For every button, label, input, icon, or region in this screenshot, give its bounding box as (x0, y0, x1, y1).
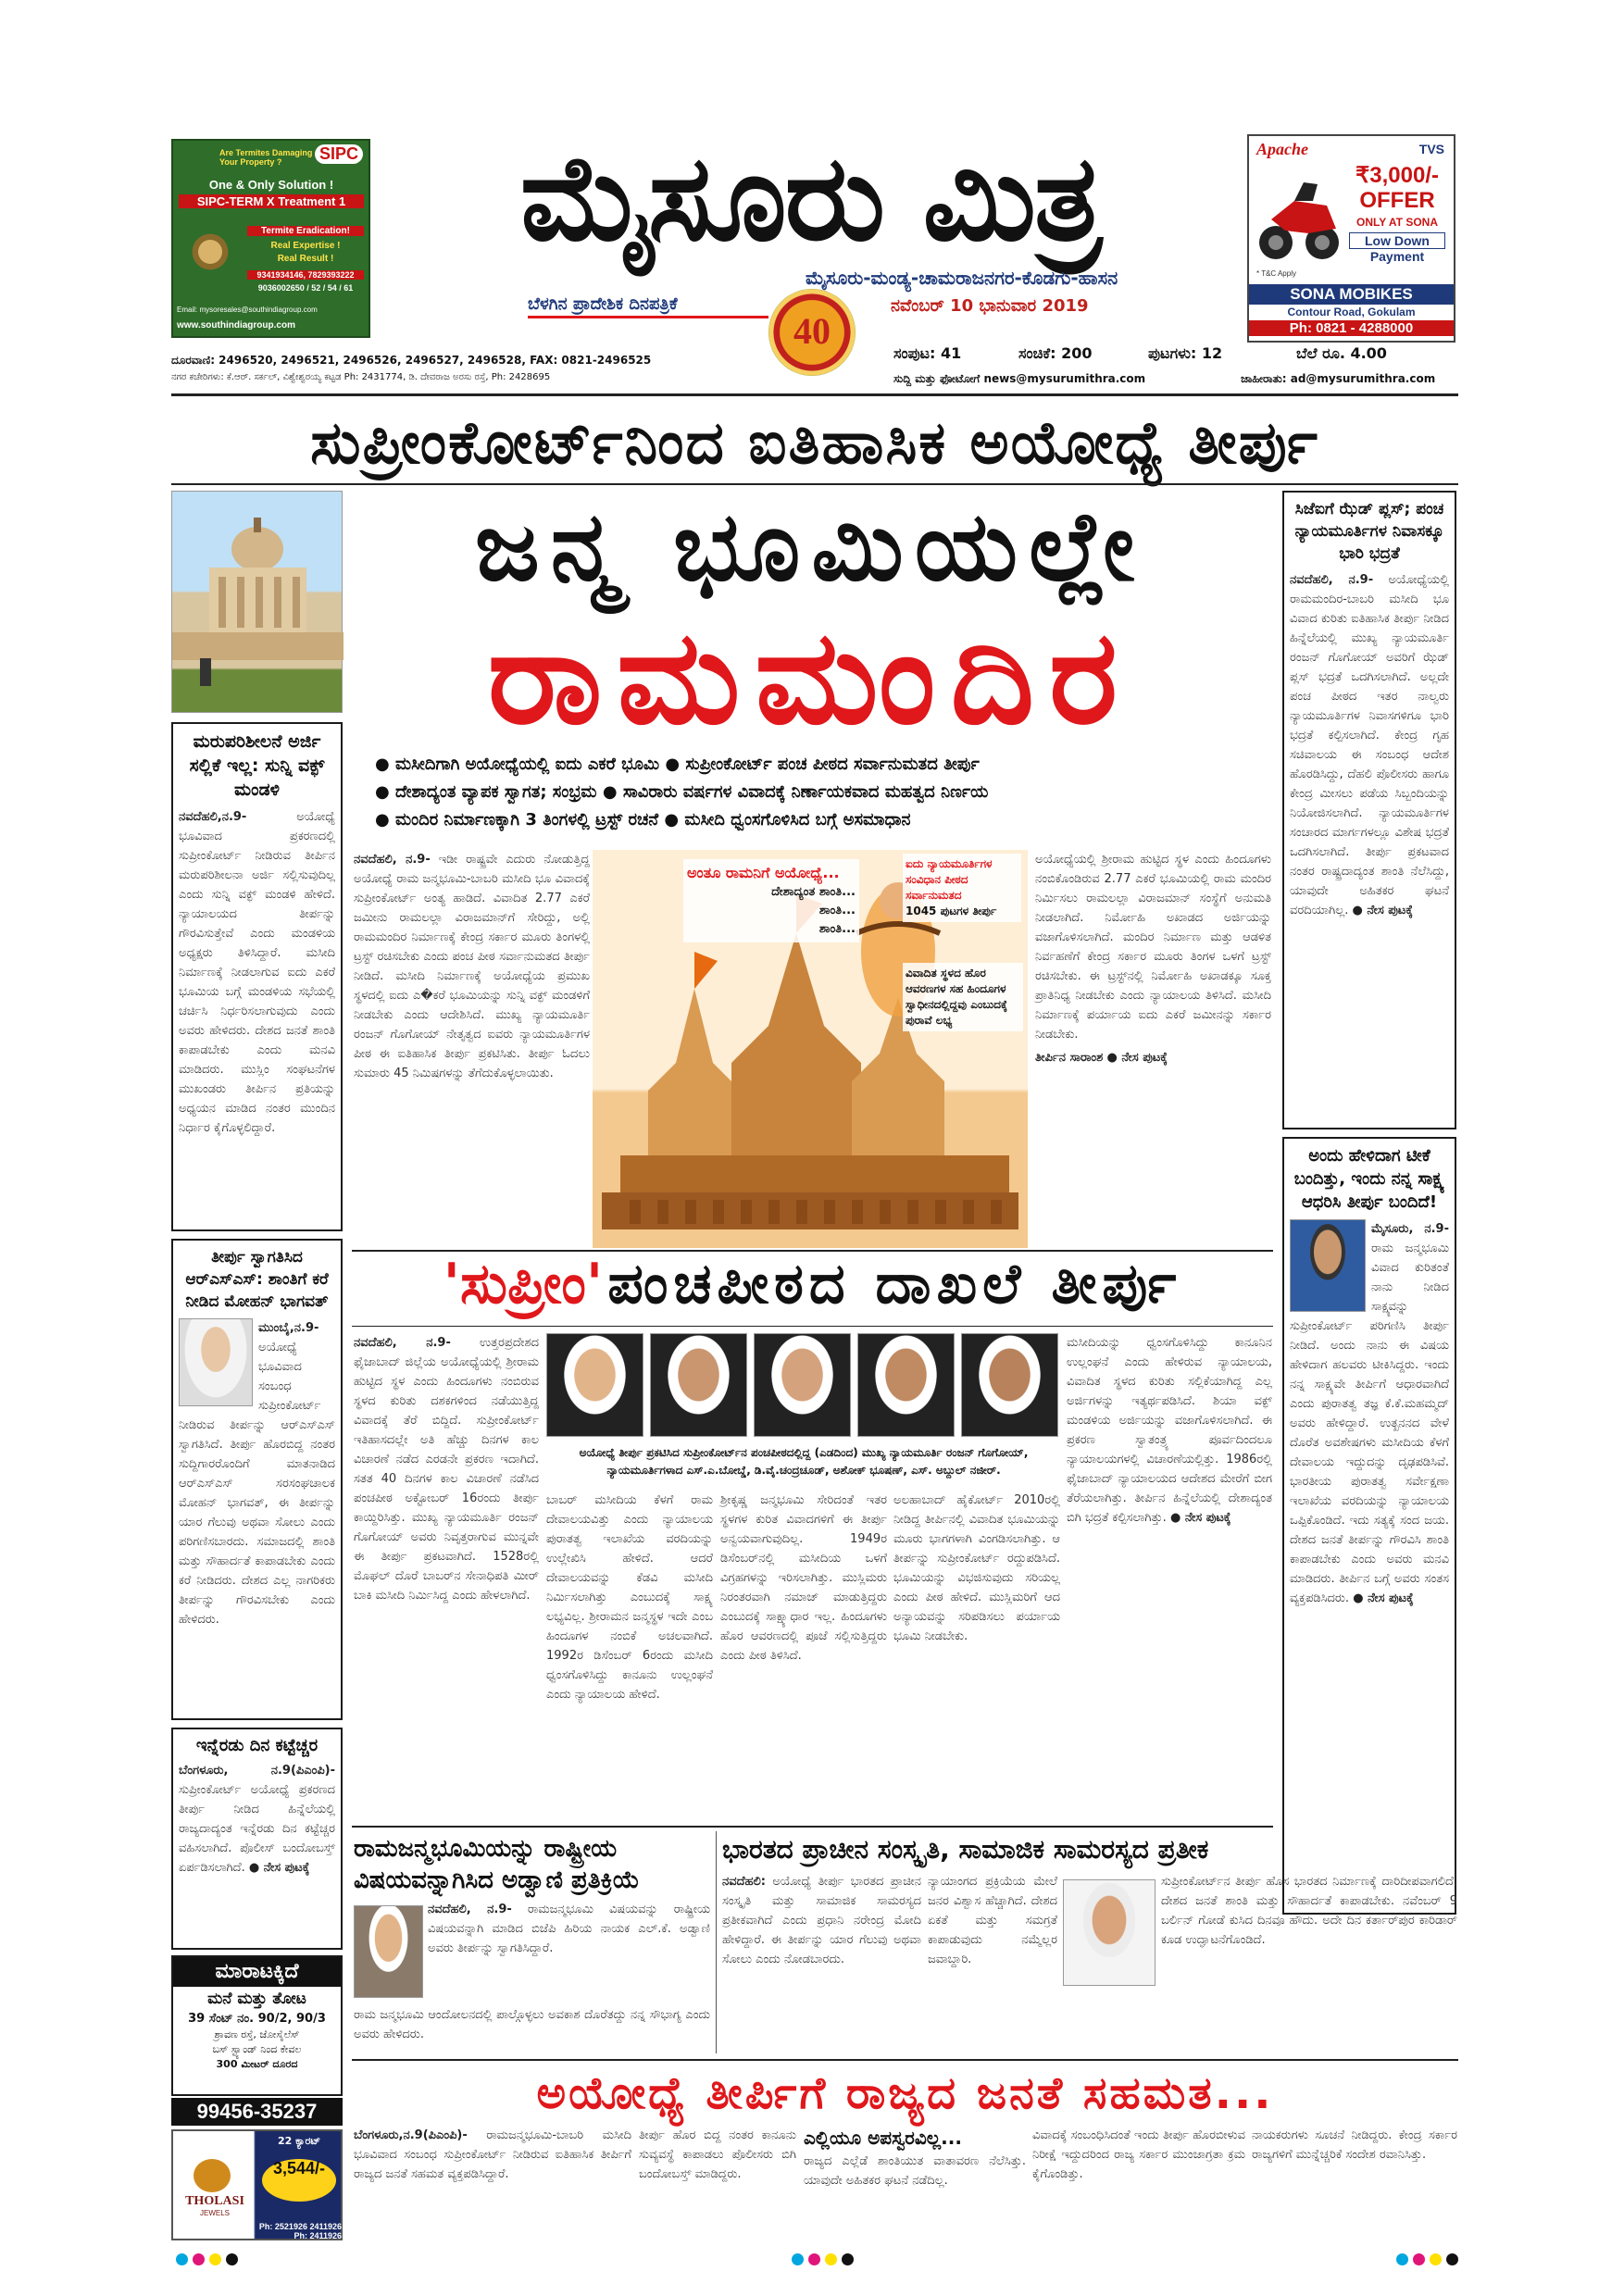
masthead-tagline: ಬೆಳಗಿನ ಪ್ರಾದೇಶಿಕ ದಿನಪತ್ರಿಕೆ (528, 294, 768, 318)
left-story-2-dateline: ಮುಂಬೈ,ನ.9- (258, 1321, 319, 1335)
masthead-ad-email: ಜಾಹೀರಾತು: ad@mysurumithra.com (1241, 372, 1436, 385)
right-story-1 (1282, 491, 1456, 1129)
registration-dot (1430, 2253, 1442, 2265)
state-body-2: ತೀರ್ಪು ಹೊರ ಬಿದ್ದ ನಂತರ ಕಾನೂನು ಸುವ್ಯವಸ್ಥೆ ಕಾಪಾಡಲು ಪೊಲೀಸರು ಬಿಗಿ ಬಂದೋಬಸ್ತ್ ಮಾಡಿದ್ದರು. (639, 2128, 796, 2181)
registration-dot (176, 2253, 188, 2265)
classified-line3: ಬಸ್ ಸ್ಟ್ಯಾಂಡ್ ನಿಂದ ಕೇವಲ (212, 2043, 302, 2055)
lead-bullets (375, 755, 1264, 838)
ad-right-tvs[interactable] (1247, 134, 1455, 343)
left-story-2 (171, 1239, 343, 1720)
inset-antu-ramanige (683, 859, 859, 942)
state-body-5: ನಾಯಕರುಗಳು ಸೂಚನೆ ನೀಡಿದ್ದರು. ಕೇಂದ್ರ ಸರ್ಕಾರ ರಾಜ್ಯಗಳಿಗೆ ಮುನ್ನೆಚ್ಚರಿಕೆ ಸಂದೇಶ ರವಾನಿಸಿತ್ತು. (1252, 2128, 1457, 2162)
bench-caption: ಅಯೋಧ್ಯೆ ತೀರ್ಪು ಪ್ರಕಟಿಸಿದ ಸುಪ್ರೀಂಕೋರ್ಟ್‌ನ ಪಂಚಪೀಠದಲ್ಲಿದ್ದ (ಎಡದಿಂದ) ಮುಖ್ಯ ನ್ಯಾಯಮೂರ್ತಿ ರಂಜನ್ ಗೊಗೋಯ್, ನ್ಯಾಯಮೂರ್ತಿಗಳಾದ ಎಸ್.ಎ.ಬೋಬ್ಡೆ, ಡಿ.ವೈ.ಚಂದ್ರಚೂಡ್, ಅಶೋಕ್ ಭೂಷಣ್, ಎಸ್. ಅಬ್ದುಲ್ ನಜೀರ್. (579, 1446, 1029, 1477)
right-story-2-headline: ಅಂದು ಹೇಳಿದಾಗ ಟೀಕೆ ಬಂದಿತ್ತು, ಇಂದು ನನ್ನ ಸಾಕ್ಷ್ಯ ಆಧರಿಸಿ ತೀರ್ಪು ಬಂದಿದೆ! (1293, 1146, 1445, 1212)
bench-headline (352, 1252, 1273, 1335)
tholasi-brand: THOLASI (185, 2194, 244, 2208)
lead-kicker: ಸುಪ್ರೀಂಕೋರ್ಟ್‌ನಿಂದ ಐತಿಹಾಸಿಕ ಅಯೋಧ್ಯೆ ತೀರ್ಪು (310, 409, 1319, 478)
right-story-2 (1282, 1137, 1456, 1915)
registration-dot (792, 2253, 804, 2265)
sipc-line6: Real Result ! (277, 254, 334, 264)
bullet-icon: ● (375, 755, 395, 774)
sipc-web: www.southindiagroup.com (177, 320, 295, 331)
tholasi-phone1: Ph: 2521926 2411926 (258, 2222, 342, 2231)
state-body-1: ಬೆಂಗಳೂರು,ನ.9(ಪಿಎಂಪಿ)- ರಾಮಜನ್ಮಭೂಮಿ-ಬಾಬರಿ ಮಸೀದಿ ಭೂವಿವಾದ ಸಂಬಂಧ ಸುಪ್ರೀಂಕೋರ್ಟ್ ನೀಡಿರುವ ಐತಿಹಾಸಿಕ ತೀರ್ಪಿಗೆ ರಾಜ್ಯದ ಜನತೆ ಸಹಮತ ವ್ಯಕ್ತಪಡಿಸಿದ್ದಾರೆ. (354, 2128, 631, 2181)
kicker-rule (171, 483, 1458, 485)
registration-dot (1413, 2253, 1425, 2265)
left-story-2-headline: ತೀರ್ಪು ಸ್ವಾಗತಿಸಿದ ಆರ್‌ಎಸ್‌ಎಸ್: ಶಾಂತಿಗೆ ಕರೆ ನೀಡಿದ ಮೋಹನ್ ಭಾಗವತ್ (185, 1248, 329, 1311)
bench-body-mid-2: ಶ್ರೀಕೃಷ್ಣ ಜನ್ಮಭೂಮಿ ಸೇರಿದಂತೆ ಇತರ ಸ್ಥಳಗಳ ಕುರಿತ ವಿವಾದಗಳಿಗೆ ಈ ತೀರ್ಪು ಅನ್ವಯವಾಗುವುದಿಲ್ಲ. 1949ರ ಡಿಸೆಂಬರ್‌ನಲ್ಲಿ ಮಸೀದಿಯ ಒಳಗೆ ವಿಗ್ರಹಗಳನ್ನು ಇರಿಸಲಾಗಿತ್ತು. ಮುಸ್ಲಿಮರು ನಿರಂತರವಾಗಿ ನಮಾಜ್ ಮಾಡುತ್ತಿದ್ದರು ಎಂಬುದಕ್ಕೆ ಸಾಕ್ಷ್ಯಾಧಾರ ಇಲ್ಲ. ಹಿಂದೂಗಳು ಹೊರ ಆವರಣದಲ್ಲಿ ಪೂಜೆ ಸಲ್ಲಿಸುತ್ತಿದ್ದರು ಎಂದು ಪೀಠ ತಿಳಿಸಿದೆ. (720, 1493, 887, 1663)
advani-modi-divider (716, 1831, 717, 2053)
sipc-line2: One & Only Solution ! (208, 178, 334, 192)
tholasi-ad[interactable] (171, 2129, 343, 2240)
left-story-1 (171, 722, 343, 1231)
left-story-1-dateline: ನವದೆಹಲಿ,ನ.9- (179, 810, 247, 824)
bullet-icon: ● (664, 810, 685, 830)
masthead-volume: ಸಂಪುಟ: 41 (893, 344, 962, 362)
tvs-offer-amount: ₹3,000/- (1355, 163, 1439, 188)
advani-body-2: ರಾಮ ಜನ್ಮಭೂಮಿ ಆಂದೋಲನದಲ್ಲಿ ಪಾಲ್ಗೊಳ್ಳಲು ಅವಕಾಶ ದೊರೆತದ್ದು ನನ್ನ ಸೌಭಾಗ್ಯ ಎಂದು ಅವರು ಹೇಳಿದರು. (354, 2008, 710, 2041)
judge-photo-bhushan (857, 1333, 955, 1437)
modi-photo (1063, 1879, 1156, 1986)
registration-dot (825, 2253, 837, 2265)
bullet-icon: ● (665, 755, 686, 774)
classified-line2: ಶ್ರಾವಣ ರಸ್ತೆ, ಜೋಸೈಲೆಸ್ (214, 2028, 300, 2040)
bench-headline-rest: ಪಂಚಪೀಠದ ದಾಖಲೆ ತೀರ್ಪು (607, 1252, 1182, 1316)
tvs-low-down: Low Down (1349, 232, 1445, 249)
state-subhead: ಎಲ್ಲಿಯೂ ಅಪಸ್ವರವಿಲ್ಲ... (804, 2127, 962, 2149)
left-story-3-credit: ● ನೇಸ ಪುಟಕ್ಕೆ (248, 1861, 310, 1875)
sipc-phone1: 9341934146, 7829393222 (247, 270, 364, 280)
bench-body-left: ನವದೆಹಲಿ, ನ.9- ಉತ್ತರಪ್ರದೇಶದ ಫೈಜಾಬಾದ್ ಜಿಲ್ಲೆಯ ಅಯೋಧ್ಯೆಯಲ್ಲಿ ಶ್ರೀರಾಮ ಹುಟ್ಟಿದ ಸ್ಥಳ ಎಂದು ಹಿಂದೂಗಳು ನಂಬಿರುವ ಸ್ಥಳದ ಕುರಿತು ದಶಕಗಳಿಂದ ನಡೆಯುತ್ತಿದ್ದ ವಿವಾದಕ್ಕೆ ತೆರೆ ಬಿದ್ದಿದೆ. ಸುಪ್ರೀಂಕೋರ್ಟ್ ಇತಿಹಾಸದಲ್ಲೇ ಅತಿ ಹೆಚ್ಚು ದಿನಗಳ ಕಾಲ ವಿಚಾರಣೆ ನಡೆದ ಎರಡನೇ ಪ್ರಕರಣ ಇದಾಗಿದೆ. ಸತತ 40 ದಿನಗಳ ಕಾಲ ವಿಚಾರಣೆ ನಡೆಸಿದ ಪಂಚಪೀಠ ಅಕ್ಟೋಬರ್ 16ರಂದು ತೀರ್ಪು ಕಾಯ್ದಿರಿಸಿತ್ತು. ಮುಖ್ಯ ನ್ಯಾಯಮೂರ್ತಿ ರಂಜನ್ ಗೊಗೋಯ್ ಅವರು ನಿವೃತ್ತರಾಗುವ ಮುನ್ನವೇ ಈ ತೀರ್ಪು ಪ್ರಕಟವಾಗಿದೆ. 1528ರಲ್ಲಿ ಮೊಘಲ್ ದೊರೆ ಬಾಬರ್‌ನ ಸೇನಾಧಿಪತಿ ಮೀರ್ ಬಾಕಿ ಮಸೀದಿ ನಿರ್ಮಿಸಿದ್ದ ಎಂದು ಹೇಳಲಾಗಿದೆ. (354, 1336, 539, 1603)
right-story-1-credit: ● ನೇಸ ಪುಟಕ್ಕೆ (1352, 904, 1413, 917)
bench-rule-bottom (352, 1326, 1273, 1327)
masthead-rule (171, 393, 1458, 396)
left-story-1-body: ನವದೆಹಲಿ,ನ.9- ಅಯೋಧ್ಯೆ ಭೂವಿವಾದ ಪ್ರಕರಣದಲ್ಲಿ ಸುಪ್ರೀಂಕೋರ್ಟ್ ನೀಡಿರುವ ತೀರ್ಪಿನ ಮರುಪರಿಶೀಲನಾ ಅರ್ಜಿ ಸಲ್ಲಿಸುವುದಿಲ್ಲ ಎಂದು ಸುನ್ನಿ ವಕ್ಫ್ ಮಂಡಳಿ ಹೇಳಿದೆ. ನ್ಯಾಯಾಲಯದ ತೀರ್ಪನ್ನು ಗೌರವಿಸುತ್ತೇವೆ ಎಂದು ಮಂಡಳಿಯ ಅಧ್ಯಕ್ಷರು ತಿಳಿಸಿದ್ದಾರೆ. ಮಸೀದಿ ನಿರ್ಮಾಣಕ್ಕೆ ನೀಡಲಾಗುವ ಐದು ಎಕರೆ ಭೂಮಿಯ ಬಗ್ಗೆ ಮಂಡಳಿಯ ಸಭೆಯಲ್ಲಿ ಚರ್ಚಿಸಿ ನಿರ್ಧರಿಸಲಾಗುವುದು ಎಂದು ಅವರು ಹೇಳಿದರು. ದೇಶದ ಜನತೆ ಶಾಂತಿ ಕಾಪಾಡಬೇಕು ಎಂದು ಮನವಿ ಮಾಡಿದರು. ಮುಸ್ಲಿಂ ಸಂಘಟನೆಗಳ ಮುಖಂಡರು ತೀರ್ಪಿನ ಪ್ರತಿಯನ್ನು ಅಧ್ಯಯನ ಮಾಡಿದ ನಂತರ ಮುಂದಿನ ನಿರ್ಧಾರ ಕೈಗೊಳ್ಳಲಿದ್ದಾರೆ. (179, 810, 335, 1135)
bench-dateline: ನವದೆಹಲಿ, ನ.9- (354, 1336, 451, 1350)
right-story-1-headline: ಸಿಜೆಐಗೆ ಝೆಡ್ ಪ್ಲಸ್; ಪಂಚ ನ್ಯಾಯಮೂರ್ತಿಗಳ ನಿವಾಸಕ್ಕೂ ಭಾರಿ ಭದ್ರತೆ (1294, 500, 1444, 563)
registration-dot (193, 2253, 205, 2265)
bullet-icon: ● (375, 782, 395, 802)
lead-body-col-2: ಅಯೋಧ್ಯೆಯಲ್ಲಿ ಶ್ರೀರಾಮ ಹುಟ್ಟಿದ ಸ್ಥಳ ಎಂದು ಹಿಂದೂಗಳು ನಂಬಿಕೊಂಡಿರುವ 2.77 ಎಕರೆ ಭೂಮಿಯಲ್ಲಿ ರಾಮ ಮಂದಿರ ನಿರ್ಮಿಸಲು ರಾಮಲಲ್ಲಾ ವಿರಾಜಮಾನ್ ಸಂಸ್ಥೆಗೆ ಅನುಮತಿ ನೀಡಲಾಗಿದೆ. ನಿರ್ಮೋಹಿ ಅಖಾಡದ ಅರ್ಜಿಯನ್ನು ವಜಾಗೊಳಿಸಲಾಗಿದೆ. ಮಂದಿರ ನಿರ್ಮಾಣ ಮತ್ತು ಆಡಳಿತ ನಿರ್ವಹಣೆಗೆ ಕೇಂದ್ರ ಸರ್ಕಾರ ಮೂರು ತಿಂಗಳ ಒಳಗೆ ಟ್ರಸ್ಟ್ ರಚಿಸಬೇಕು. ಈ ಟ್ರಸ್ಟ್‌ನಲ್ಲಿ ನಿರ್ಮೋಹಿ ಅಖಾಡಕ್ಕೂ ಸೂಕ್ತ ಪ್ರಾತಿನಿಧ್ಯ ನೀಡಬೇಕು ಎಂದು ನ್ಯಾಯಾಲಯ ತಿಳಿಸಿದೆ. ಮಸೀದಿ ನಿರ್ಮಾಣಕ್ಕೆ ಪರ್ಯಾಯ ಐದು ಎಕರೆ ಜಮೀನನ್ನು ಸರ್ಕಾರ ನೀಡಬೇಕು. ತೀರ್ಪಿನ ಸಾರಾಂಶ ● ನೇಸ ಪುಟಕ್ಕೆ (1035, 853, 1271, 1065)
masthead-title: ಮೈಸೂರು ಮಿತ್ರ (519, 130, 1101, 268)
inset3-text: ವಿವಾದಿತ ಸ್ಥಳದ ಹೊರ ಆವರಣಗಳ ಸಹ ಹಿಂದೂಗಳ ಸ್ವಾಧೀನದಲ್ಲಿದ್ದವು ಎಂಬುದಕ್ಕೆ ಪುರಾವೆ ಲಭ್ಯ (906, 967, 1007, 1027)
sipc-line4: Termite Eradication! (247, 226, 364, 236)
advani-headline: ರಾಮಜನ್ಮಭೂಮಿಯನ್ನು ರಾಷ್ಟ್ರೀಯ ವಿಷಯವನ್ನಾಗಿಸಿದ ಅಡ್ವಾಣಿ ಪ್ರತಿಕ್ರಿಯೆ (354, 1835, 640, 1894)
tvs-phone: Ph: 0821 - 4288000 (1249, 320, 1454, 336)
sipc-brand-badge: SIPC (315, 144, 363, 164)
tvs-only-at: ONLY AT SONA (1355, 216, 1438, 229)
judge-photo-chandrachud (754, 1333, 851, 1437)
tholasi-phone2: Ph: 2411926 (294, 2231, 342, 2240)
advani-body: ನವದೆಹಲಿ, ನ.9- ರಾಮಜನ್ಮಭೂಮಿ ವಿಷಯವನ್ನು ರಾಷ್ಟ್ರೀಯ ವಿಷಯವನ್ನಾಗಿ ಮಾಡಿದ ಬಿಜೆಪಿ ಹಿರಿಯ ನಾಯಕ ಎಲ್.ಕೆ. ಅಡ್ವಾಣಿ ಅವರು ತೀರ್ಪನ್ನು ಸ್ವಾಗತಿಸಿದ್ದಾರೆ. (428, 1903, 710, 1955)
classified-line1: 39 ಸೆಂಟ್ ನಂ. 90/2, 90/3 (188, 2012, 326, 2026)
sipc-line3: SIPC-TERM X Treatment 1 (179, 194, 364, 208)
bench-body-mid-1: ಬಾಬರ್ ಮಸೀದಿಯ ಕೆಳಗೆ ರಾಮ ದೇವಾಲಯವಿತ್ತು ಎಂದು ನ್ಯಾಯಾಲಯ ಪುರಾತತ್ವ ಇಲಾಖೆಯ ವರದಿಯನ್ನು ಉಲ್ಲೇಖಿಸಿ ಹೇಳಿದೆ. ಆದರೆ ದೇವಾಲಯವನ್ನು ಕೆಡವಿ ಮಸೀದಿ ನಿರ್ಮಿಸಲಾಗಿತ್ತು ಎಂಬುದಕ್ಕೆ ಸಾಕ್ಷ್ಯ ಲಭ್ಯವಿಲ್ಲ. ಶ್ರೀರಾಮನ ಜನ್ಮಸ್ಥಳ ಇದೇ ಎಂಬ ಹಿಂದೂಗಳ ನಂಬಿಕೆ ಅಚಲವಾಗಿದೆ. 1992ರ ಡಿಸೆಂಬರ್ 6ರಂದು ಮಸೀದಿ ಧ್ವಂಸಗೊಳಿಸಿದ್ದು ಕಾನೂನು ಉಲ್ಲಂಘನೆ ಎಂದು ನ್ಯಾಯಾಲಯ ಹೇಳಿದೆ. (546, 1493, 713, 1702)
bullet-5: ಮಂದಿರ ನಿರ್ಮಾಣಕ್ಕಾಗಿ 3 ತಿಂಗಳಲ್ಲಿ ಟ್ರಸ್ಟ್ ರಚನೆ (394, 810, 659, 830)
lead-dateline: ನವದೆಹಲಿ, ನ.9- (354, 853, 431, 867)
registration-dot (226, 2253, 238, 2265)
advani-photo (354, 1905, 423, 1998)
apache-brand: Apache (1256, 140, 1308, 158)
right-story-2-credit: ● ನೇಸ ಪುಟಕ್ಕೆ (1353, 1591, 1414, 1605)
judge-photo-nazeer (961, 1333, 1058, 1437)
registration-dot (808, 2253, 820, 2265)
mohan-bhagwat-photo (179, 1318, 253, 1406)
masthead-date: ನವೆಂಬರ್ 10 ಭಾನುವಾರ 2019 (891, 296, 1089, 316)
tvs-tnc: * T&C Apply (1256, 269, 1296, 278)
tvs-brand: TVS (1418, 142, 1444, 156)
bullet-4: ಸಾವಿರಾರು ವರ್ಷಗಳ ವಿವಾದಕ್ಕೆ ನಿರ್ಣಾಯಕವಾದ ಮಹತ್ವದ ನಿರ್ಣಯ (622, 782, 989, 802)
classified-subtitle: ಮನೆ ಮತ್ತು ತೋಟ (207, 1990, 306, 2008)
bench-body-mid-3: ಅಲಹಾಬಾದ್ ಹೈಕೋರ್ಟ್ 2010ರಲ್ಲಿ ನೀಡಿದ್ದ ತೀರ್ಪಿನಲ್ಲಿ ವಿವಾದಿತ ಭೂಮಿಯನ್ನು ಮೂರು ಭಾಗಗಳಾಗಿ ವಿಂಗಡಿಸಲಾಗಿತ್ತು. ಆ ತೀರ್ಪನ್ನು ಸುಪ್ರೀಂಕೋರ್ಟ್ ರದ್ದುಪಡಿಸಿದೆ. ಭೂಮಿಯನ್ನು ವಿಭಜಿಸುವುದು ಸರಿಯಲ್ಲ ಎಂದು ಪೀಠ ಹೇಳಿದೆ. ಮುಸ್ಲಿಮರಿಗೆ ಆದ ಅನ್ಯಾಯವನ್ನು ಸರಿಪಡಿಸಲು ಪರ್ಯಾಯ ಭೂಮಿ ನೀಡಬೇಕು. (893, 1493, 1060, 1643)
tvs-address: Contour Road, Gokulam (1287, 306, 1416, 318)
classified-line4: 300 ಮೀಟರ್ ದೂರದ (216, 2058, 298, 2070)
bullet-icon: ● (375, 810, 395, 830)
bullet-3: ದೇಶಾದ್ಯಂತ ವ್ಯಾಪಕ ಸ್ವಾಗತ; ಸಂಭ್ರಮ (394, 782, 597, 802)
tholasi-karat: 22 ಕ್ಯಾರಟ್ (277, 2135, 321, 2147)
lead-credit: ● ನೇಸ ಪುಟಕ್ಕೆ (1106, 1051, 1168, 1065)
inset2-highlight: 1045 ಪುಟಗಳ ತೀರ್ಪು (906, 905, 997, 917)
masthead-phones: ದೂರವಾಣಿ: 2496520, 2496521, 2496526, 2496527, 2496528, FAX: 0821-2496525 (171, 354, 652, 367)
masthead-news-email: ಸುದ್ದಿ ಮತ್ತು ಫೋಟೋಗೆ news@mysurumithra.com (893, 372, 1146, 385)
right-story-2-dateline: ಮೈಸೂರು, ನ.9- (1371, 1222, 1449, 1236)
tvs-payment: Payment (1369, 249, 1425, 264)
bullet-icon: ● (602, 782, 623, 802)
termite-icon (182, 224, 238, 280)
masthead-pages: ಪುಟಗಳು: 12 (1148, 344, 1223, 362)
registration-dot (209, 2253, 221, 2265)
modi-body-1: ನವದೆಹಲಿ: ಅಯೋಧ್ಯೆ ತೀರ್ಪು ಭಾರತದ ಪ್ರಾಚೀನ ಸಂಸ್ಕೃತಿ ಮತ್ತು ಸಾಮಾಜಿಕ ಸಾಮರಸ್ಯದ ಪ್ರತೀಕವಾಗಿದೆ ಎಂದು ಪ್ರಧಾನಿ ನರೇಂದ್ರ ಮೋದಿ ಹೇಳಿದ್ದಾರೆ. ಈ ತೀರ್ಪನ್ನು ಯಾರ ಗೆಲುವು ಅಥವಾ ಸೋಲು ಎಂದು ನೋಡಬಾರದು. (722, 1875, 921, 1966)
ad-left-sipc[interactable] (171, 139, 370, 338)
lead-body-col-1: ನವದೆಹಲಿ, ನ.9- ಇಡೀ ರಾಷ್ಟ್ರವೇ ಎದುರು ನೋಡುತ್ತಿದ್ದ ಅಯೋಧ್ಯೆ ರಾಮ ಜನ್ಮಭೂಮಿ-ಬಾಬರಿ ಮಸೀದಿ ಭೂ ವಿವಾದಕ್ಕೆ ಸುಪ್ರೀಂಕೋರ್ಟ್ ಅಂತ್ಯ ಹಾಡಿದೆ. ವಿವಾದಿತ 2.77 ಎಕರೆ ಜಮೀನು ರಾಮಲಲ್ಲಾ ವಿರಾಜಮಾನ್‌ಗೆ ಸೇರಿದ್ದು, ಅಲ್ಲಿ ರಾಮಮಂದಿರ ನಿರ್ಮಾಣಕ್ಕೆ ಕೇಂದ್ರ ಸರ್ಕಾರ ಮೂರು ತಿಂಗಳಲ್ಲಿ ಟ್ರಸ್ಟ್ ರಚಿಸಬೇಕು ಎಂದು ಪಂಚ ಪೀಠ ಸರ್ವಾನುಮತದ ತೀರ್ಪು ನೀಡಿದೆ. ಮಸೀದಿ ನಿರ್ಮಾಣಕ್ಕೆ ಅಯೋಧ್ಯೆಯ ಪ್ರಮುಖ ಸ್ಥಳದಲ್ಲಿ ಐದು ಎ�ಕರೆ ಭೂಮಿಯನ್ನು ಸುನ್ನಿ ವಕ್ಫ್ ಮಂಡಳಿಗೆ ನೀಡಬೇಕು ಎಂದು ಆದೇಶಿಸಿದೆ. ಮುಖ್ಯ ನ್ಯಾಯಮೂರ್ತಿ ರಂಜನ್ ಗೊಗೋಯ್ ನೇತೃತ್ವದ ಐವರು ನ್ಯಾಯಮೂರ್ತಿಗಳ ಪೀಠ ಈ ಐತಿಹಾಸಿಕ ತೀರ್ಪು ಪ್ರಕಟಿಸಿತು. ತೀರ್ಪು ಓದಲು ಸುಮಾರು 45 ನಿಮಿಷಗಳನ್ನು ತೆಗೆದುಕೊಳ್ಳಲಾಯಿತು. (354, 853, 590, 1080)
classified-title: ಮಾರಾಟಕ್ಕಿದೆ (173, 1957, 341, 1987)
right-story-1-body: ನವದೆಹಲಿ, ನ.9- ಅಯೋಧ್ಯೆಯಲ್ಲಿ ರಾಮಮಂದಿರ-ಬಾಬರಿ ಮಸೀದಿ ಭೂ ವಿವಾದ ಕುರಿತು ಐತಿಹಾಸಿಕ ತೀರ್ಪು ನೀಡಿದ ಹಿನ್ನೆಲೆಯಲ್ಲಿ ಮುಖ್ಯ ನ್ಯಾಯಮೂರ್ತಿ ರಂಜನ್ ಗೊಗೋಯ್ ಅವರಿಗೆ ಝೆಡ್ ಪ್ಲಸ್ ಭದ್ರತೆ ಒದಗಿಸಲಾಗಿದೆ. ಅಲ್ಲದೇ ಪಂಚ ಪೀಠದ ಇತರ ನಾಲ್ವರು ನ್ಯಾಯಮೂರ್ತಿಗಳ ನಿವಾಸಗಳಿಗೂ ಭಾರಿ ಭದ್ರತೆ ಕಲ್ಪಿಸಲಾಗಿದೆ. ಕೇಂದ್ರ ಗೃಹ ಸಚಿವಾಲಯ ಈ ಸಂಬಂಧ ಆದೇಶ ಹೊರಡಿಸಿದ್ದು, ದೆಹಲಿ ಪೊಲೀಸರು ಹಾಗೂ ಕೇಂದ್ರ ಮೀಸಲು ಪಡೆಯ ಸಿಬ್ಬಂದಿಯನ್ನು ನಿಯೋಜಿಸಲಾಗಿದೆ. ನ್ಯಾಯಮೂರ್ತಿಗಳ ಸಂಚಾರದ ಮಾರ್ಗಗಳಲ್ಲೂ ವಿಶೇಷ ಭದ್ರತೆ ಒದಗಿಸಲಾಗಿದೆ. ತೀರ್ಪು ಪ್ರಕಟವಾದ ನಂತರ ರಾಷ್ಟ್ರದಾದ್ಯಂತ ಶಾಂತಿ ನೆಲೆಸಿದ್ದು, ಯಾವುದೇ ಅಹಿತಕರ ಘಟನೆ ವರದಿಯಾಗಿಲ್ಲ. ● ನೇಸ ಪುಟಕ್ಕೆ (1290, 573, 1449, 917)
advani-rule-top (352, 1826, 1273, 1828)
advani-dateline: ನವದೆಹಲಿ, ನ.9- (428, 1903, 512, 1916)
modi-body-3: ಸುಪ್ರೀಂಕೋರ್ಟ್‌ನ ತೀರ್ಪು ಹೊಸ ಭಾರತದ ನಿರ್ಮಾಣಕ್ಕೆ ದಾರಿದೀಪವಾಗಲಿದೆ. ದೇಶದ ಜನತೆ ಶಾಂತಿ ಮತ್ತು ಸೌಹಾರ್ದತೆ ಕಾಪಾಡಬೇಕು. ನವೆಂಬರ್ 9 ಬರ್ಲಿನ್ ಗೋಡೆ ಕುಸಿದ ದಿನವೂ ಹೌದು. ಅದೇ ದಿನ ಕರ್ತಾರ್‌ಪುರ ಕಾರಿಡಾರ್ ಕೂಡ ಉದ್ಘಾಟನೆಗೊಂಡಿದೆ. (1161, 1875, 1457, 1947)
tvs-offer: OFFER (1359, 188, 1435, 213)
inset1-title: ಅಂತೂ ರಾಮನಿಗೆ ಅಯೋಧ್ಯೆ... (687, 864, 840, 881)
lead-footer-mid: ತೀರ್ಪಿನ ಸಾರಾಂಶ (1035, 1051, 1104, 1065)
bullet-1: ಮಸೀದಿಗಾಗಿ ಅಯೋಧ್ಯೆಯಲ್ಲಿ ಐದು ಎಕರೆ ಭೂಮಿ (394, 755, 660, 774)
lead-headline-1: ಜನ್ಮ ಭೂಮಿಯಲ್ಲೇ (474, 490, 1146, 603)
masthead-city-office: ನಗರ ಕಚೇರಿಗಳು: ಕೆ.ಆರ್. ಸರ್ಕಲ್, ವಿಶ್ವೇಶ್ವರಯ್ಯ ಕಟ್ಟಡ Ph: 2431774, ಡಿ. ದೇವರಾಜ ಅರಸು ರಸ್ತೆ, Ph: 2428695 (171, 372, 551, 382)
inset-1045-pages (903, 854, 1021, 922)
modi-dateline: ನವದೆಹಲಿ: (722, 1875, 766, 1889)
bullet-6: ಮಸೀದಿ ಧ್ವಂಸಗೊಳಿಸಿದ ಬಗ್ಗೆ ಅಸಮಾಧಾನ (684, 810, 911, 830)
left-story-3 (171, 1728, 343, 1950)
masthead-issue: ಸಂಚಿಕೆ: 200 (1018, 344, 1093, 362)
left-story-3-dateline: ಬೆಂಗಳೂರು, ನ.9(ಪಿಎಂಪಿ)- (179, 1764, 335, 1778)
judge-photo-bobde (650, 1333, 747, 1437)
sipc-line1: Are Termites Damaging Your Property ? (219, 148, 313, 167)
left-story-2-body: ಮುಂಬೈ,ನ.9- ಅಯೋಧ್ಯೆ ಭೂವಿವಾದ ಸಂಬಂಧ ಸುಪ್ರೀಂಕೋರ್ಟ್ ನೀಡಿರುವ ತೀರ್ಪನ್ನು ಆರ್‌ಎಸ್‌ಎಸ್ ಸ್ವಾಗತಿಸಿದೆ. ತೀರ್ಪು ಹೊರಬಿದ್ದ ನಂತರ ಸುದ್ದಿಗಾರರೊಂದಿಗೆ ಮಾತನಾಡಿದ ಆರ್‌ಎಸ್‌ಎಸ್ ಸರಸಂಘಚಾಲಕ ಮೋಹನ್ ಭಾಗವತ್, ಈ ತೀರ್ಪನ್ನು ಯಾರ ಗೆಲುವು ಅಥವಾ ಸೋಲು ಎಂದು ಪರಿಗಣಿಸಬಾರದು. ಸಮಾಜದಲ್ಲಿ ಶಾಂತಿ ಮತ್ತು ಸೌಹಾರ್ದತೆ ಕಾಪಾಡಬೇಕು ಎಂದು ಕರೆ ನೀಡಿದರು. ದೇಶದ ಎಲ್ಲ ನಾಗರಿಕರು ತೀರ್ಪನ್ನು ಗೌರವಿಸಬೇಕು ಎಂದು ಹೇಳಿದರು. (179, 1321, 335, 1627)
masthead-regions: ಮೈಸೂರು-ಮಂಡ್ಯ-ಚಾಮರಾಜನಗರ-ಕೊಡಗು-ಹಾಸನ (806, 267, 1118, 289)
state-body-4: ವಿವಾದಕ್ಕೆ ಸಂಬಂಧಿಸಿದಂತೆ ಇಂದು ತೀರ್ಪು ಹೊರಬೀಳುವ ನಿರೀಕ್ಷೆ ಇದ್ದುದರಿಂದ ರಾಜ್ಯ ಸರ್ಕಾರ ಮುಂಜಾಗ್ರತಾ ಕ್ರಮ ಕೈಗೊಂಡಿತ್ತು. (1032, 2128, 1245, 2181)
tholasi-sub: JEWELS (199, 2209, 230, 2217)
state-dateline: ಬೆಂಗಳೂರು,ನ.9(ಪಿಎಂಪಿ)- (354, 2128, 468, 2142)
bench-credit: ● ನೇಸ ಪುಟಕ್ಕೆ (1169, 1511, 1231, 1525)
classified-phone[interactable]: 99456-35237 (171, 2098, 343, 2126)
supreme-court-photo (171, 491, 343, 713)
modi-headline: ಭಾರತದ ಪ್ರಾಚೀನ ಸಂಸ್ಕೃತಿ, ಸಾಮಾಜಿಕ ಸಾಮರಸ್ಯದ ಪ್ರತೀಕ (722, 1834, 1209, 1865)
bench-photos (546, 1333, 1060, 1440)
registration-dot (1396, 2253, 1408, 2265)
sipc-phone2: 9036002650 / 52 / 54 / 61 (257, 283, 354, 293)
motorcycle-icon (1253, 164, 1345, 266)
bench-headline-quote: 'ಸುಪ್ರೀಂ' (443, 1252, 604, 1316)
state-headline: ಅಯೋಧ್ಯೆ ತೀರ್ಪಿಗೆ ರಾಜ್ಯದ ಜನತೆ ಸಹಮತ... (536, 2067, 1274, 2119)
tholasi-price: 3,544/- (262, 2159, 336, 2202)
left-story-1-headline: ಮರುಪರಿಶೀಲನೆ ಅರ್ಜಿ ಸಲ್ಲಿಕೆ ಇಲ್ಲ: ಸುನ್ನಿ ವಕ್ಫ್ ಮಂಡಳಿ (189, 731, 325, 800)
left-story-3-body: ಬೆಂಗಳೂರು, ನ.9(ಪಿಎಂಪಿ)- ಸುಪ್ರೀಂಕೋರ್ಟ್ ಅಯೋಧ್ಯೆ ಪ್ರಕರಣದ ತೀರ್ಪು ನೀಡಿದ ಹಿನ್ನೆಲೆಯಲ್ಲಿ ರಾಜ್ಯದಾದ್ಯಂತ ಇನ್ನೆರಡು ದಿನ ಕಟ್ಟೆಚ್ಚರ ವಹಿಸಲಾಗಿದೆ. ಪೊಲೀಸ್ ಬಂದೋಬಸ್ತ್ ಏರ್ಪಡಿಸಲಾಗಿದೆ. ● ನೇಸ ಪುಟಕ್ಕೆ (179, 1764, 335, 1875)
state-body-3: ರಾಜ್ಯದ ಎಲ್ಲೆಡೆ ಶಾಂತಿಯುತ ವಾತಾವರಣ ನೆಲೆಸಿತ್ತು. ಯಾವುದೇ ಅಹಿತಕರ ಘಟನೆ ನಡೆದಿಲ್ಲ. (804, 2154, 1026, 2188)
right-story-1-dateline: ನವದೆಹಲಿ, ನ.9- (1290, 573, 1374, 587)
state-rule-top (352, 2059, 1458, 2061)
tvs-dealer: SONA MOBIKES (1249, 284, 1454, 305)
right-story-2-body: ಮೈಸೂರು, ನ.9- ರಾಮ ಜನ್ಮಭೂಮಿ ವಿವಾದ ಕುರಿತಂತೆ ನಾನು ನೀಡಿದ ಸಾಕ್ಷ್ಯವನ್ನು ಸುಪ್ರೀಂಕೋರ್ಟ್ ಪರಿಗಣಿಸಿ ತೀರ್ಪು ನೀಡಿದೆ. ಅಂದು ನಾನು ಈ ವಿಷಯ ಹೇಳಿದಾಗ ಹಲವರು ಟೀಕಿಸಿದ್ದರು. ಇಂದು ನನ್ನ ಸಾಕ್ಷ್ಯವೇ ತೀರ್ಪಿಗೆ ಆಧಾರವಾಗಿದೆ ಎಂದು ಪುರಾತತ್ವ ತಜ್ಞ ಕೆ.ಕೆ.ಮಹಮ್ಮದ್ ಅವರು ಹೇಳಿದ್ದಾರೆ. ಉತ್ಖನನದ ವೇಳೆ ದೊರೆತ ಅವಶೇಷಗಳು ಮಸೀದಿಯ ಕೆಳಗೆ ದೇವಾಲಯ ಇದ್ದುದನ್ನು ದೃಢಪಡಿಸಿವೆ. ಭಾರತೀಯ ಪುರಾತತ್ವ ಸರ್ವೇಕ್ಷಣಾ ಇಲಾಖೆಯ ವರದಿಯನ್ನು ನ್ಯಾಯಾಲಯ ಒಪ್ಪಿಕೊಂಡಿದೆ. ಇದು ಸತ್ಯಕ್ಕೆ ಸಂದ ಜಯ. ದೇಶದ ಜನತೆ ತೀರ್ಪನ್ನು ಗೌರವಿಸಿ ಶಾಂತಿ ಕಾಪಾಡಬೇಕು ಎಂದು ಅವರು ಮನವಿ ಮಾಡಿದರು. ತೀರ್ಪಿನ ಬಗ್ಗೆ ಅವರು ಸಂತಸ ವ್ಯಕ್ತಪಡಿಸಿದರು. ● ನೇಸ ಪುಟಕ್ಕೆ (1290, 1222, 1449, 1605)
judge-photo-gogoi (546, 1333, 643, 1437)
registration-dot (1446, 2253, 1458, 2265)
witness-photo (1290, 1219, 1366, 1312)
inset1-line-3: ಶಾಂತಿ... (818, 922, 856, 936)
anniversary-number: 40 (793, 310, 831, 352)
inset-evidence (903, 963, 1023, 1031)
modi-body-2: ನ್ಯಾಯಾಂಗದ ಪ್ರಕ್ರಿಯೆಯ ಮೇಲೆ ಜನರ ವಿಶ್ವಾಸ ಹೆಚ್ಚಾಗಿದೆ. ದೇಶದ ಏಕತೆ ಮತ್ತು ಸಮಗ್ರತೆ ಕಾಪಾಡುವುದು ನಮ್ಮೆಲ್ಲರ ಜವಾಬ್ದಾರಿ. (928, 1875, 1057, 1966)
lead-headline-2: ರಾಮಮಂದಿರ (487, 603, 1133, 754)
sipc-email: Email: mysoresales@southindiagroup.com (177, 306, 318, 314)
classified-ad[interactable] (171, 1955, 343, 2096)
inset2-title: ಐದು ನ್ಯಾಯಮೂರ್ತಿಗಳ ಸಂವಿಧಾನ ಪೀಠದ ಸರ್ವಾನುಮತದ (906, 857, 993, 902)
inset1-line-1: ದೇಶಾದ್ಯಂತ ಶಾಂತಿ... (771, 885, 856, 899)
masthead-price: ಬೆಲೆ ರೂ. 4.00 (1296, 344, 1387, 362)
registration-dot (842, 2253, 854, 2265)
tholasi-logo-icon (194, 2159, 231, 2192)
left-story-3-headline: ಇನ್ನೆರಡು ದಿನ ಕಟ್ಟೆಚ್ಚರ (195, 1736, 319, 1755)
bullet-2: ಸುಪ್ರೀಂಕೋರ್ಟ್ ಪಂಚ ಪೀಠದ ಸರ್ವಾನುಮತದ ತೀರ್ಪು (685, 755, 980, 774)
anniversary-logo (768, 289, 856, 376)
sipc-line5: Real Expertise ! (270, 241, 341, 251)
bench-body-right: ಮಸೀದಿಯನ್ನು ಧ್ವಂಸಗೊಳಿಸಿದ್ದು ಕಾನೂನಿನ ಉಲ್ಲಂಘನೆ ಎಂದು ಹೇಳಿರುವ ನ್ಯಾಯಾಲಯ, ವಿವಾದಿತ ಸ್ಥಳದ ಕುರಿತು ಸಲ್ಲಿಕೆಯಾಗಿದ್ದ ಎಲ್ಲ ಅರ್ಜಿಗಳನ್ನು ಇತ್ಯರ್ಥಪಡಿಸಿದೆ. ಶಿಯಾ ವಕ್ಫ್ ಮಂಡಳಿಯ ಅರ್ಜಿಯನ್ನು ವಜಾಗೊಳಿಸಲಾಗಿದೆ. ಈ ಪ್ರಕರಣ ಸ್ವಾತಂತ್ರ್ಯ ಪೂರ್ವದಿಂದಲೂ ನ್ಯಾಯಾಲಯಗಳಲ್ಲಿ ವಿಚಾರಣೆಯಲ್ಲಿತ್ತು. 1986ರಲ್ಲಿ ಫೈಜಾಬಾದ್ ನ್ಯಾಯಾಲಯದ ಆದೇಶದ ಮೇರೆಗೆ ಬೀಗ ತೆರೆಯಲಾಗಿತ್ತು. ತೀರ್ಪಿನ ಹಿನ್ನೆಲೆಯಲ್ಲಿ ದೇಶಾದ್ಯಂತ ಬಿಗಿ ಭದ್ರತೆ ಕಲ್ಪಿಸಲಾಗಿತ್ತು. ● ನೇಸ ಪುಟಕ್ಕೆ (1067, 1336, 1272, 1525)
inset1-line-2: ಶಾಂತಿ... (818, 904, 856, 917)
